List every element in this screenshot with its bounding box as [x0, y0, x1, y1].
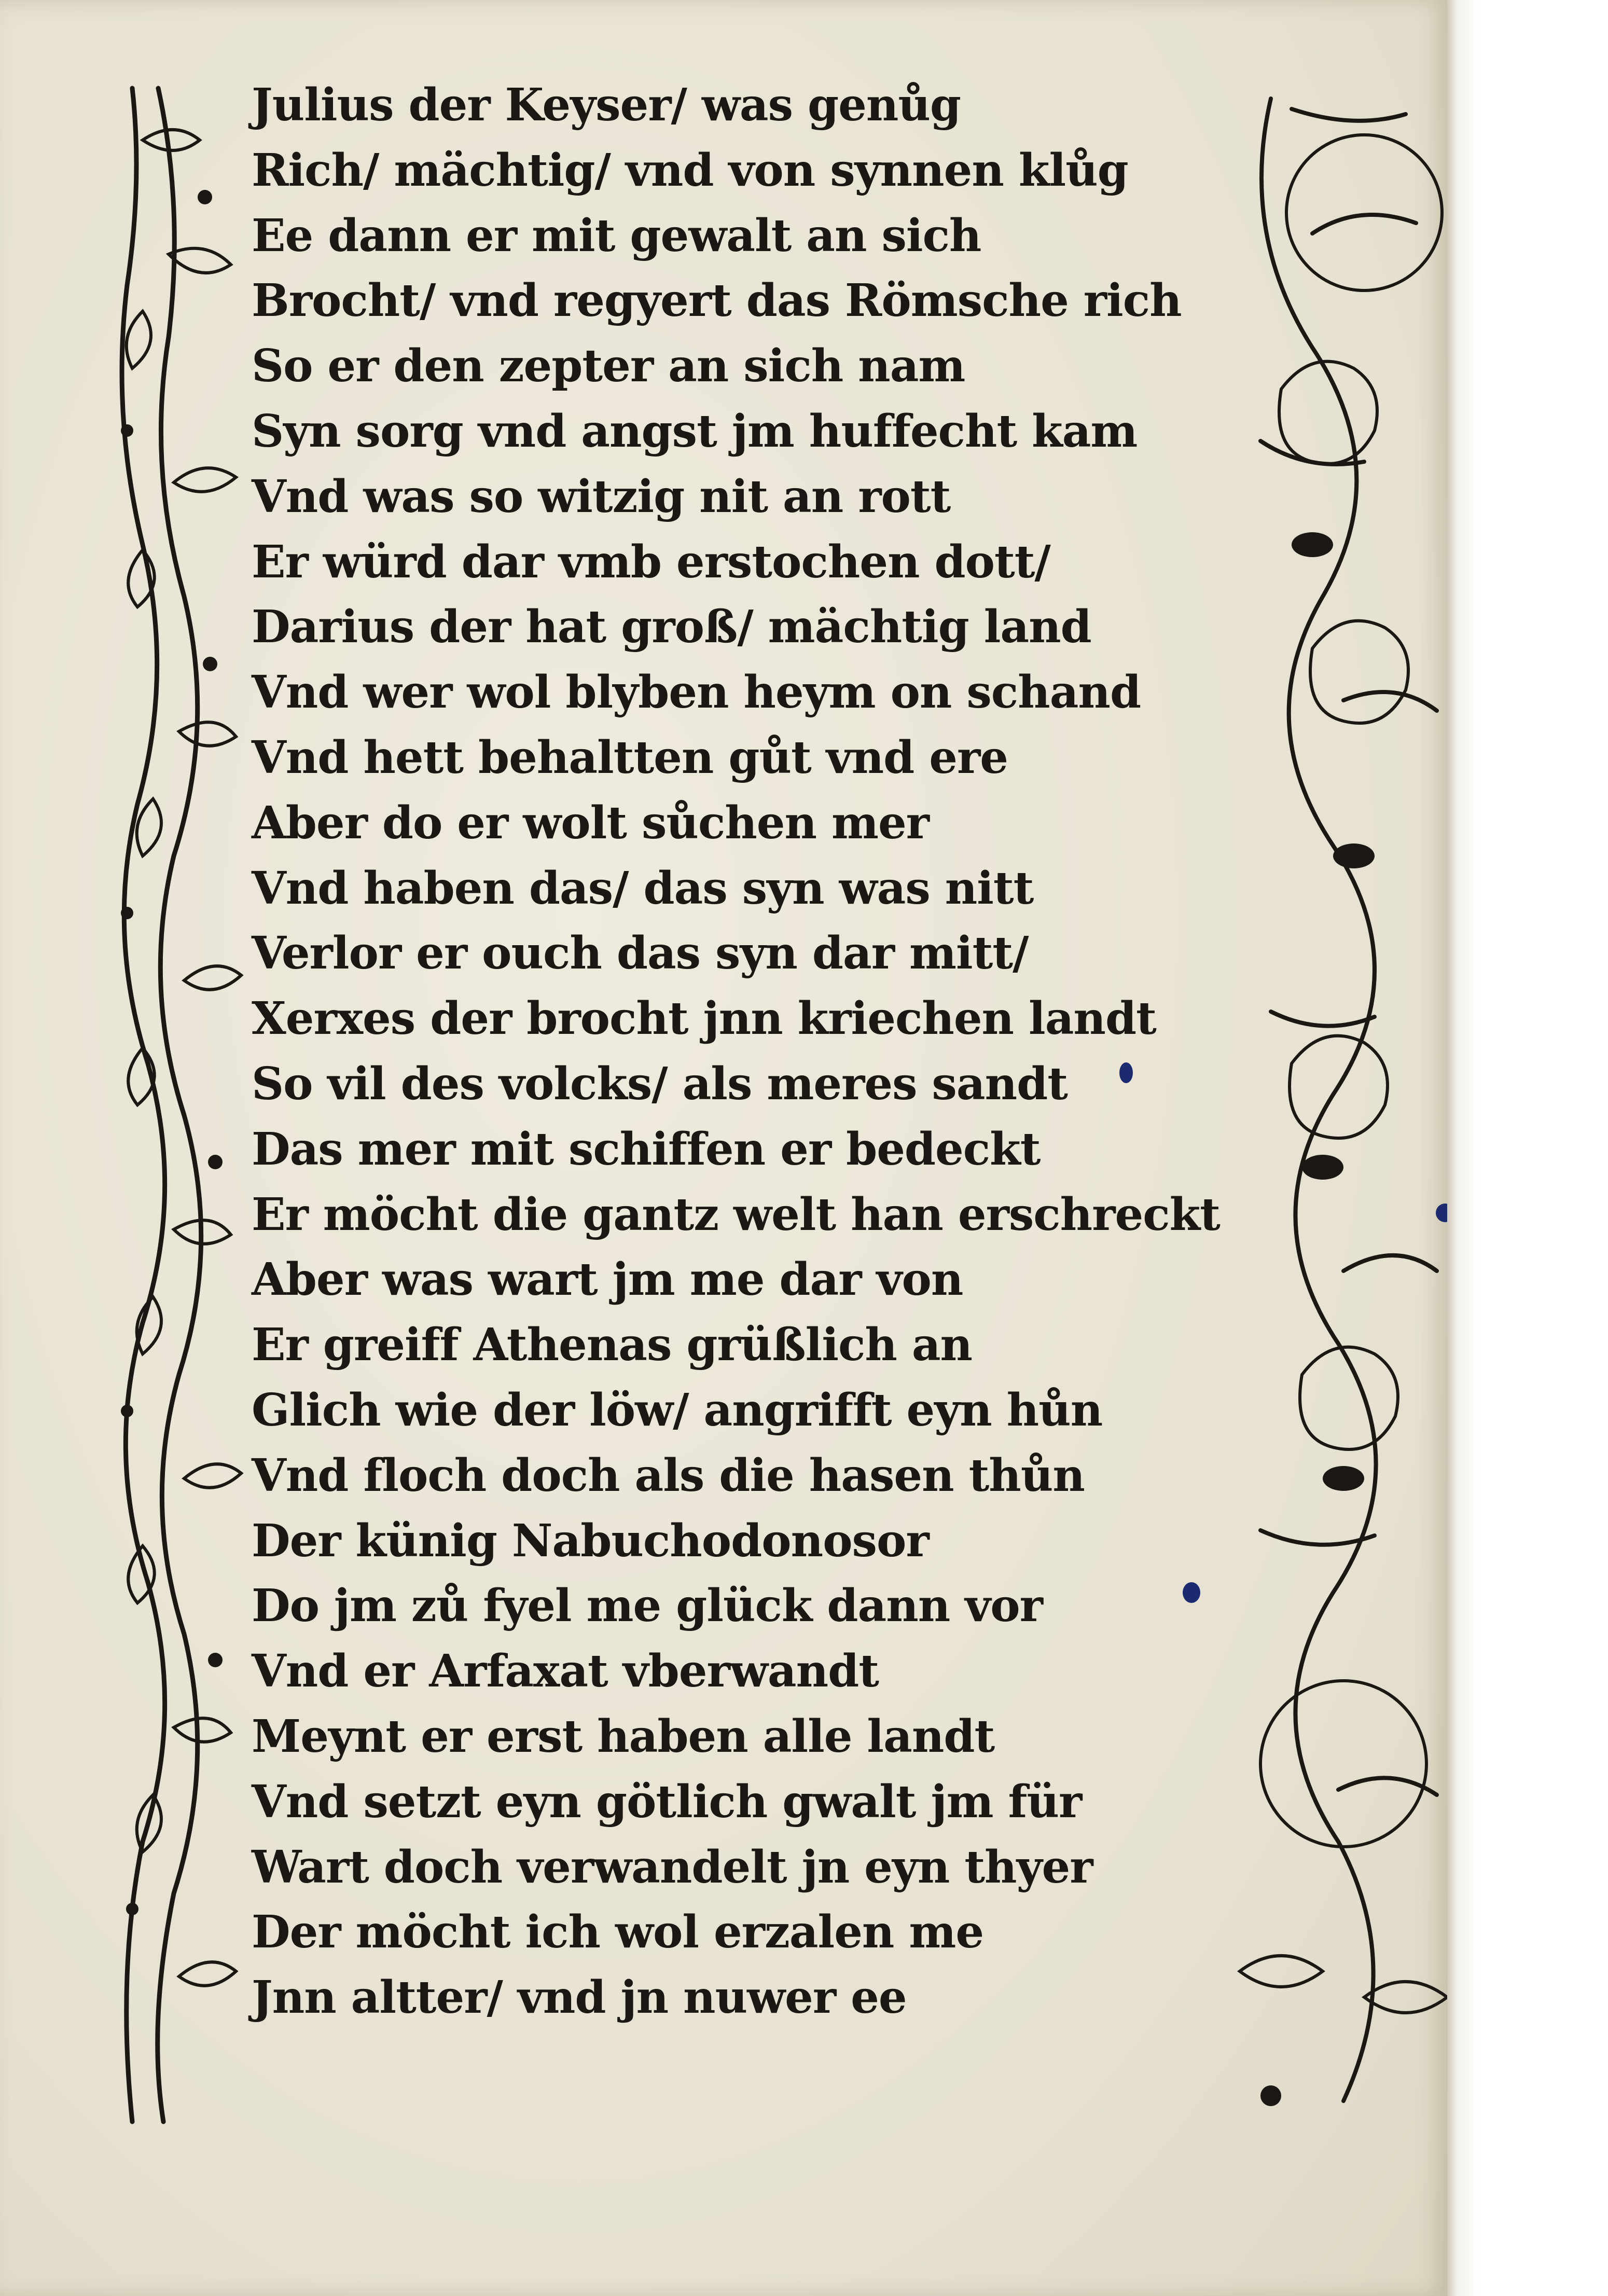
verse-line: Verlor er ouch das syn dar mitt/ — [252, 927, 1029, 980]
verse-line: Jnn altter/ vnd jn nuwer ee — [252, 1971, 907, 2024]
verse-line: Der künig Nabuchodonosor — [252, 1514, 929, 1567]
verse-line: Er möcht die gantz welt han erschreckt — [252, 1188, 1220, 1241]
verse-line: Vnd floch doch als die hasen thůn — [252, 1449, 1085, 1502]
verse-line: Meynt er erst haben alle landt — [252, 1710, 995, 1763]
verse-line: Aber do er wolt sůchen mer — [252, 796, 929, 849]
verse-line: Vnd setzt eyn götlich gwalt jm für — [252, 1775, 1082, 1828]
verse-line: Ee dann er mit gewalt an sich — [252, 209, 981, 262]
verse-line: Vnd er Arfaxat vberwandt — [252, 1645, 879, 1698]
verse-text-block — [252, 73, 1220, 2030]
verse-line: Das mer mit schiffen er bedeckt — [252, 1123, 1041, 1175]
verse-line: Vnd haben das/ das syn was nitt — [252, 862, 1034, 915]
verse-line: Darius der hat groß/ mächtig land — [252, 601, 1091, 654]
verse-line: Aber was wart jm me dar von — [252, 1253, 963, 1306]
verse-line: Vnd hett behaltten gůt vnd ere — [252, 731, 1008, 784]
verse-line: Xerxes der brocht jnn kriechen landt — [252, 992, 1156, 1045]
verse-line: So er den zepter an sich nam — [252, 340, 965, 393]
vine-woodcut-border-icon — [112, 78, 252, 2132]
verse-line: Glich wie der löw/ angrifft eyn hůn — [252, 1384, 1103, 1436]
verse-line: So vil des volcks/ als meres sandt — [252, 1057, 1068, 1110]
verse-line: Vnd wer wol blyben heym on schand — [252, 666, 1141, 719]
verse-line: Wart doch verwandelt jn eyn thyer — [252, 1841, 1093, 1893]
ink-stain-dot — [1119, 1062, 1133, 1083]
verse-line: Do jm zů fyel me glück dann vor — [252, 1580, 1043, 1633]
figures-foliage-woodcut-border-icon — [1209, 78, 1458, 2153]
verse-line: Julius der Keyser/ was genůg — [252, 79, 961, 131]
verse-line: Rich/ mächtig/ vnd von synnen klůg — [252, 144, 1128, 197]
page-gutter — [1447, 0, 1608, 2296]
verse-line: Der möcht ich wol erzalen me — [252, 1906, 984, 1959]
ink-stain-dot — [1183, 1582, 1200, 1603]
verse-line: Er greiff Athenas grüßlich an — [252, 1319, 973, 1372]
verse-line: Er würd dar vmb erstochen dott/ — [252, 535, 1050, 588]
verse-line: Syn sorg vnd angst jm huffecht kam — [252, 405, 1138, 458]
verse-line: Brocht/ vnd regyert das Römsche rich — [252, 274, 1182, 327]
verse-line: Vnd was so witzig nit an rott — [252, 470, 951, 523]
